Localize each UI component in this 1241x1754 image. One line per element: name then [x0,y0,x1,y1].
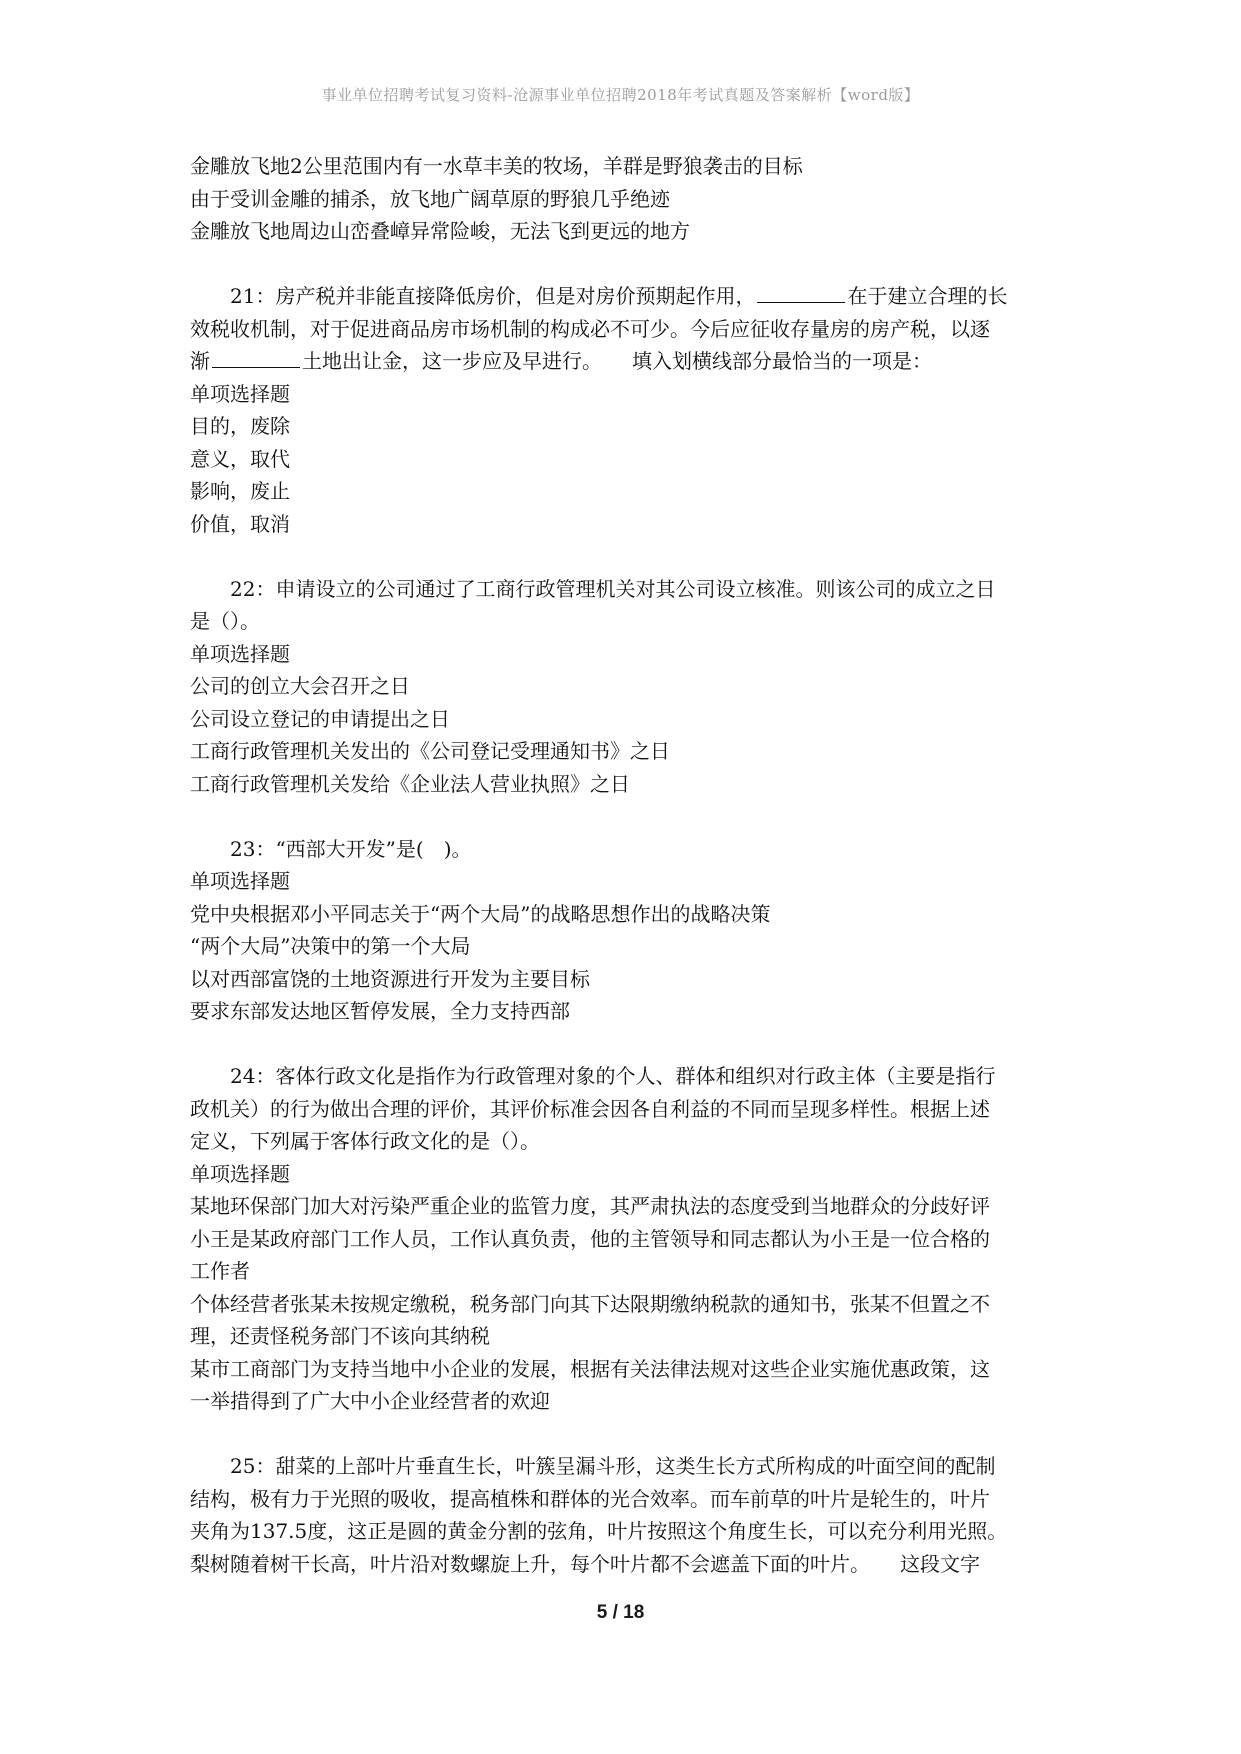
fill-blank [212,347,300,368]
option-text: 目的，废除 [190,414,290,438]
option-text: 工作者 [190,1259,250,1283]
fill-blank [757,282,845,303]
page-header: 事业单位招聘考试复习资料-沧源事业单位招聘2018年考试真题及答案解析【word版】 [321,86,920,104]
option-text: 某地环保部门加大对污染严重企业的监管力度，其严肃执法的态度受到当地群众的分歧好评 [190,1194,990,1218]
question-22-line: 22：申请设立的公司通过了工商行政管理机关对其公司设立核准。则该公司的成立之日 [230,576,996,601]
option-text: 影响，废止 [190,479,290,503]
option-text: “两个大局”决策中的第一个大局 [190,934,471,958]
question-type-label: 单项选择题 [190,1161,290,1186]
question-25-line: 梨树随着树干长高，叶片沿对数螺旋上升，每个叶片都不会遮盖下面的叶片。 这段文字 [190,1551,980,1576]
option-text: 价值，取消 [190,511,290,536]
option-text: 公司设立登记的申请提出之日 [190,706,450,731]
option-text: 意义，取代 [190,446,290,471]
option-text: 公司的创立大会召开之日 [190,674,410,698]
option-text: 理，还责怪税务部门不该向其纳税 [190,1324,490,1348]
question-24-line: 政机关）的行为做出合理的评价，其评价标准会因各自利益的不同而呈现多样性。根据上述 [190,1096,990,1121]
option-text: 小王是某政府部门工作人员，工作认真负责，他的主管领导和同志都认为小王是一位合格的 [190,1226,990,1251]
option-text: 以对西部富饶的土地资源进行开发为主要目标 [190,966,590,991]
document-body [190,150,1050,1580]
question-21-line: 21：房产税并非能直接降低房价，但是对房价预期起作用， 在于建立合理的长 [230,284,1008,308]
question-25-line: 结构，极有力于光照的吸收，提高植株和群体的光合效率。而车前草的叶片是轮生的，叶片 [190,1486,990,1511]
option-text: 金雕放飞地周边山峦叠嶂异常险峻，无法飞到更远的地方 [190,219,690,243]
option-text: 由于受训金雕的捕杀，放飞地广阔草原的野狼几乎绝迹 [190,186,670,211]
question-type-label: 单项选择题 [190,381,290,406]
question-21-line: 渐 土地出让金，这一步应及早进行。 填入划横线部分最恰当的一项是： [190,349,932,373]
option-text: 个体经营者张某未按规定缴税，税务部门向其下达限期缴纳税款的通知书，张某不但置之不 [190,1291,990,1316]
question-24-line: 定义，下列属于客体行政文化的是（）。 [190,1129,540,1153]
question-25-line: 25：甜菜的上部叶片垂直生长，叶簇呈漏斗形，这类生长方式所构成的叶面空间的配制 [230,1454,996,1478]
option-text: 工商行政管理机关发出的《公司登记受理通知书》之日 [190,739,670,763]
question-21-line: 效税收机制，对于促进商品房市场机制的构成必不可少。今后应征收存量房的房产税，以逐 [190,316,990,341]
option-text: 工商行政管理机关发给《企业法人营业执照》之日 [190,771,630,796]
question-type-label: 单项选择题 [190,641,290,666]
question-24-line: 24：客体行政文化是指作为行政管理对象的个人、群体和组织对行政主体（主要是指行 [230,1064,996,1088]
question-23-line: 23：“西部大开发”是( )。 [230,836,472,861]
option-text: 某市工商部门为支持当地中小企业的发展，根据有关法律法规对这些企业实施优惠政策，这 [190,1356,990,1381]
option-text: 党中央根据邓小平同志关于“两个大局”的战略思想作出的战略决策 [190,901,771,926]
question-type-label: 单项选择题 [190,869,290,893]
option-text: 金雕放飞地2公里范围内有一水草丰美的牧场，羊群是野狼袭击的目标 [190,154,803,178]
option-text: 要求东部发达地区暂停发展，全力支持西部 [190,999,570,1023]
question-25-line: 夹角为137.5度，这正是圆的黄金分割的弦角，叶片按照这个角度生长，可以充分利用光照。 [190,1519,1008,1543]
question-22-line: 是（）。 [190,609,260,633]
page-number: 5 / 18 [596,1602,645,1623]
option-text: 一举措得到了广大中小企业经营者的欢迎 [190,1389,550,1413]
